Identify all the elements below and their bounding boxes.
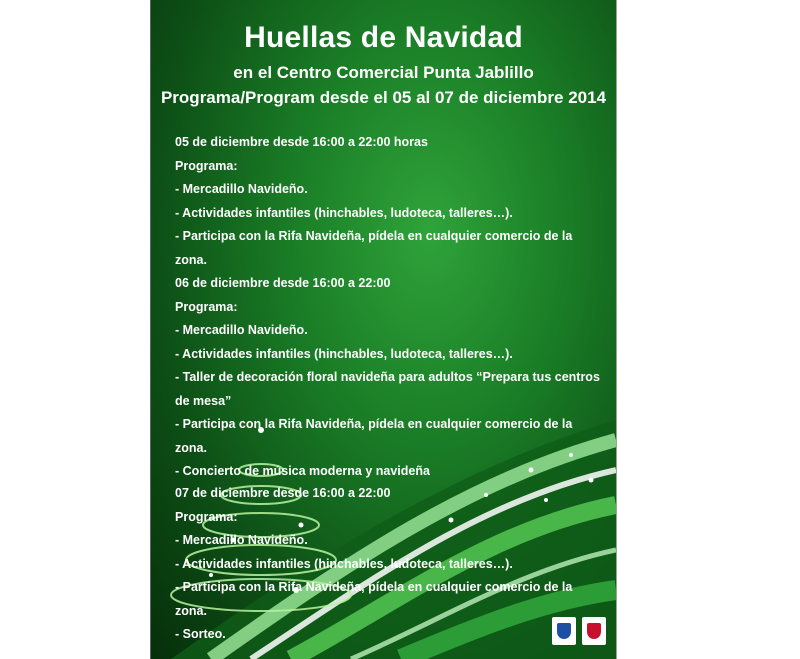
program-label: Programa: <box>175 158 238 173</box>
program-item: - Actividades infantiles (hinchables, ludoteca, talleres…). <box>175 346 513 361</box>
day-section-07 <box>175 482 600 647</box>
day-heading: 07 de diciembre desde 16:00 a 22:00 <box>175 486 391 500</box>
poster-title: Huellas de Navidad <box>244 21 523 54</box>
day-heading: 05 de diciembre desde 16:00 a 22:00 horas <box>175 135 428 149</box>
cabildo-logo <box>582 617 606 645</box>
poster-header <box>151 20 616 109</box>
poster-subtitle: en el Centro Comercial Punta Jablillo <box>233 63 534 82</box>
program-item: - Mercadillo Navideño. <box>175 182 308 196</box>
day-section-05 <box>175 131 600 272</box>
poster <box>150 0 617 659</box>
program-dates: Programa/Program desde el 05 al 07 de diciembre 2014 <box>160 88 607 107</box>
program-item: - Taller de decoración floral navideña para adultos “Prepara tus centros de mesa” <box>175 370 600 408</box>
day-section-06 <box>175 272 600 484</box>
sponsor-logos <box>552 617 606 645</box>
program-item: - Mercadillo Navideño. <box>175 323 308 337</box>
program-item: - Actividades infantiles (hinchables, ludoteca, talleres…). <box>175 556 513 571</box>
program-item: - Participa con la Rifa Navideña, pídela en cualquier comercio de la zona. <box>175 229 573 267</box>
program-label: Programa: <box>175 509 238 524</box>
program-item: - Actividades infantiles (hinchables, ludoteca, talleres…). <box>175 205 513 220</box>
program-item: - Concierto de música moderna y navideña <box>175 464 430 478</box>
program-item: - Sorteo. <box>175 627 226 641</box>
municipal-crest-logo <box>552 617 576 645</box>
program-label: Programa: <box>175 299 238 314</box>
program-item: - Mercadillo Navideño. <box>175 533 308 547</box>
program-item: - Participa con la Rifa Navideña, pídela en cualquier comercio de la zona. <box>175 580 573 618</box>
day-heading: 06 de diciembre desde 16:00 a 22:00 <box>175 276 391 290</box>
program-item: - Participa con la Rifa Navideña, pídela en cualquier comercio de la zona. <box>175 417 573 455</box>
